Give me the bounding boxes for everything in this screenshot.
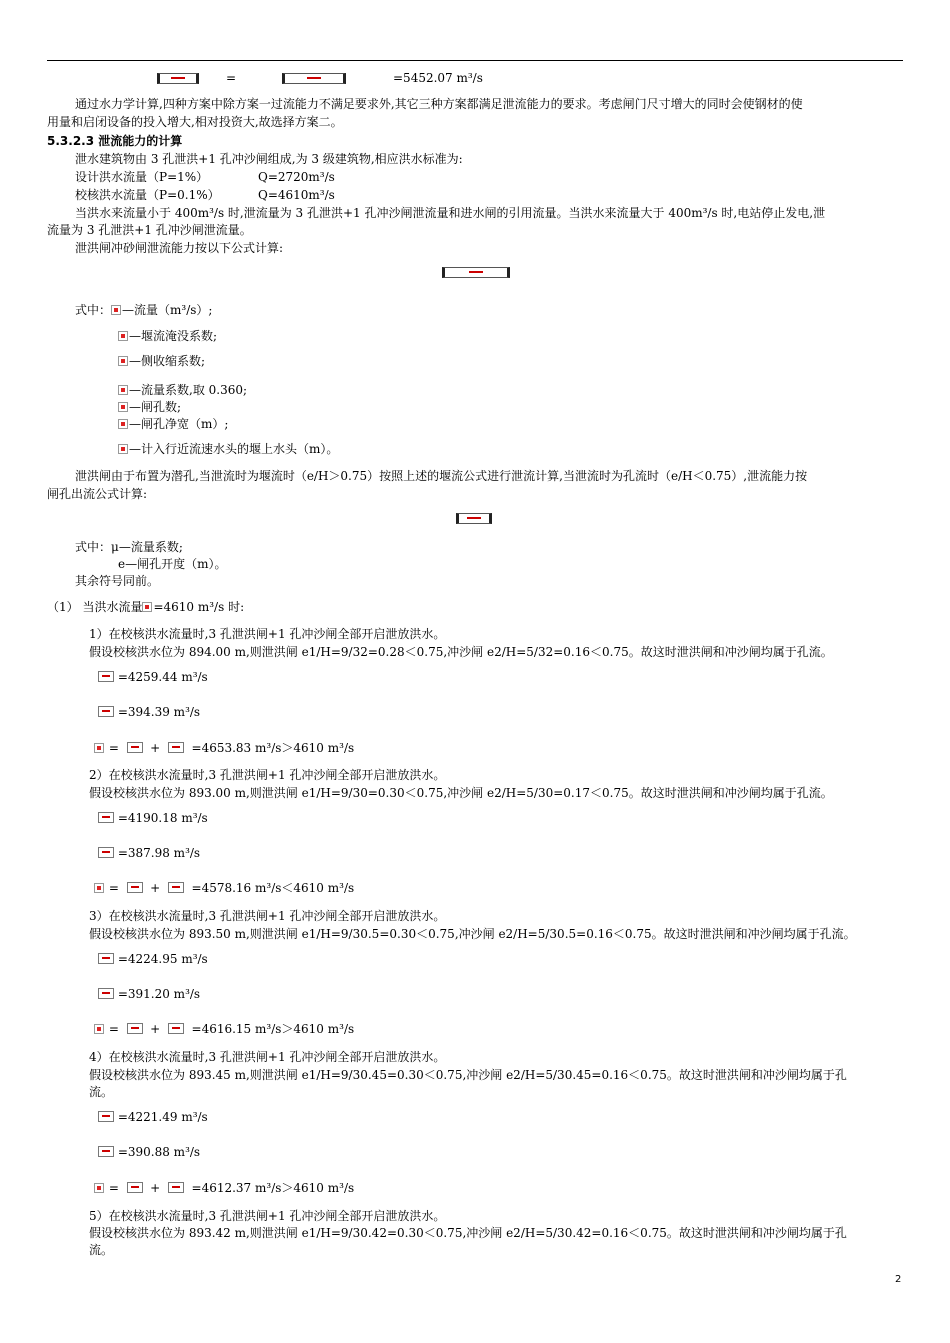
formula-icon [94, 883, 104, 893]
trial-assume: 假设校核洪水位为 893.50 m,则泄洪闸 e1/H=9/30.5=0.30＜0.75,冲沙闸 e2/H=5/30.5=0.16＜0.75。故这时泄洪闸和冲沙闸均属于孔流。 [89, 927, 856, 941]
text-line: 其余符号同前。 [75, 574, 160, 588]
var-line [75, 303, 212, 318]
trial-total: = + =4612.37 m³/s＞4610 m³/s [94, 1181, 354, 1196]
case-value: =4610 m³/s 时: [153, 600, 245, 614]
formula-icon [168, 882, 184, 893]
var-q: —流量（m³/s）; [122, 303, 213, 317]
orifice-formula-image [456, 513, 492, 524]
var-eps: —侧收缩系数; [129, 354, 206, 368]
formula-icon [98, 953, 114, 964]
formula-icon [98, 847, 114, 858]
trial-head: 3）在校核洪水流量时,3 孔泄洪闸+1 孔冲沙闸全部开启泄放洪水。 [89, 909, 446, 923]
formula-icon [118, 444, 128, 454]
text-line: 闸孔出流公式计算: [47, 487, 148, 501]
equals-sign: = [226, 71, 237, 85]
var-line [118, 383, 247, 398]
paragraph-line: 用量和启闭设备的投入增大,相对投资大,故选择方案二。 [47, 115, 343, 129]
trial-q1: =4190.18 m³/s [98, 811, 208, 826]
formula-icon [127, 742, 143, 753]
trial-q2: =391.20 m³/s [98, 987, 200, 1002]
formula-icon [118, 331, 128, 341]
formula-icon [98, 1146, 114, 1157]
formula-icon [98, 988, 114, 999]
var-line [75, 540, 183, 555]
weir-formula-image [442, 267, 510, 278]
paragraph-line: 通过水力学计算,四种方案中除方案一过流能力不满足要求外,其它三种方案都满足泄流能力的要求。考虑闸门尺寸增大的同时会使钢材的使 [75, 97, 803, 111]
trial-head: 2）在校核洪水流量时,3 孔泄洪闸+1 孔冲沙闸全部开启泄放洪水。 [89, 768, 446, 782]
formula-icon [168, 742, 184, 753]
var-line [118, 354, 205, 369]
page-number: 2 [895, 1274, 902, 1285]
trial-total: = + =4653.83 m³/s＞4610 m³/s [94, 741, 354, 756]
check-flood-value: Q=4610m³/s [258, 188, 335, 202]
var-prefix: 式中： [75, 540, 112, 554]
case-label: （1） 当洪水流量 [47, 600, 143, 614]
var-n: —闸孔数; [129, 400, 182, 414]
var-mu: μ—流量系数; [111, 540, 183, 554]
formula-icon [94, 1024, 104, 1034]
formula-image [282, 73, 346, 84]
trial-total: = + =4578.16 m³/s＜4610 m³/s [94, 881, 354, 896]
formula-icon [127, 1023, 143, 1034]
trial-q2: =394.39 m³/s [98, 705, 200, 720]
text-line: 泄洪闸由于布置为潜孔,当泄流时为堰流时（e/H＞0.75）按照上述的堰流公式进行泄流计算,当泄流时为孔流时（e/H＜0.75）,泄流能力按 [75, 469, 808, 483]
formula-icon [168, 1182, 184, 1193]
var-sigma: —堰流淹没系数; [129, 329, 218, 343]
trial-head: 5）在校核洪水流量时,3 孔泄洪闸+1 孔冲沙闸全部开启泄放洪水。 [89, 1209, 446, 1223]
design-flood-label: 设计洪水流量（P=1%） [75, 170, 209, 184]
trial-assume-cont: 流。 [89, 1243, 114, 1257]
trial-head: 1）在校核洪水流量时,3 孔泄洪闸+1 孔冲沙闸全部开启泄放洪水。 [89, 627, 446, 641]
design-flood-value: Q=2720m³/s [258, 170, 335, 184]
trial-q1: =4259.44 m³/s [98, 670, 208, 685]
formula-icon [94, 743, 104, 753]
check-flood-label: 校核洪水流量（P=0.1%） [75, 188, 220, 202]
var-line [118, 329, 217, 344]
formula-icon [142, 602, 152, 612]
case-line [47, 600, 244, 615]
var-line [118, 417, 228, 432]
formula-icon [111, 305, 121, 315]
var-h: —计入行近流速水头的堰上水头（m）。 [129, 442, 339, 456]
var-e: e—闸孔开度（m）。 [118, 557, 227, 571]
formula-icon [98, 671, 114, 682]
header-rule [47, 60, 903, 61]
text-line: 当洪水来流量小于 400m³/s 时,泄流量为 3 孔泄洪+1 孔冲沙闸泄流量和进水闸的引用流量。当洪水来流量大于 400m³/s 时,电站停止发电,泄 [75, 206, 826, 220]
trial-assume: 假设校核洪水位为 893.00 m,则泄洪闸 e1/H=9/30=0.30＜0.75,冲沙闸 e2/H=5/30=0.17＜0.75。故这时泄洪闸和冲沙闸均属于孔流。 [89, 786, 833, 800]
trial-q2: =387.98 m³/s [98, 846, 200, 861]
trial-assume: 假设校核洪水位为 893.42 m,则泄洪闸 e1/H=9/30.42=0.30＜0.75,冲沙闸 e2/H=5/30.42=0.16＜0.75。故这时泄洪闸和冲沙闸均属于孔 [89, 1226, 847, 1240]
trial-q1: =4224.95 m³/s [98, 952, 208, 967]
trial-assume-cont: 流。 [89, 1085, 114, 1099]
var-b: —闸孔净宽（m）; [129, 417, 229, 431]
formula-icon [118, 402, 128, 412]
formula-icon [127, 882, 143, 893]
var-prefix: 式中： [75, 303, 112, 317]
var-m: —流量系数,取 0.360; [129, 383, 248, 397]
section-heading: 5.3.2.3 泄流能力的计算 [47, 134, 183, 148]
trial-q2: =390.88 m³/s [98, 1145, 200, 1160]
formula-icon [98, 1111, 114, 1122]
formula-icon [118, 356, 128, 366]
var-line [118, 442, 338, 457]
trial-total: = + =4616.15 m³/s＞4610 m³/s [94, 1022, 354, 1037]
formula-icon [94, 1183, 104, 1193]
trial-assume: 假设校核洪水位为 894.00 m,则泄洪闸 e1/H=9/32=0.28＜0.75,冲沙闸 e2/H=5/32=0.16＜0.75。故这时泄洪闸和冲沙闸均属于孔流。 [89, 645, 833, 659]
formula-icon [98, 812, 114, 823]
formula-icon [127, 1182, 143, 1193]
trial-assume: 假设校核洪水位为 893.45 m,则泄洪闸 e1/H=9/30.45=0.30＜0.75,冲沙闸 e2/H=5/30.45=0.16＜0.75。故这时泄洪闸和冲沙闸均属于孔 [89, 1068, 847, 1082]
text-line: 泄洪闸冲砂闸泄流能力按以下公式计算: [75, 241, 284, 255]
text-line: 泄水建筑物由 3 孔泄洪+1 孔冲沙闸组成,为 3 级建筑物,相应洪水标准为: [75, 152, 463, 166]
trial-q1: =4221.49 m³/s [98, 1110, 208, 1125]
formula-image [157, 73, 199, 84]
text-line: 流量为 3 孔泄洪+1 孔冲沙闸泄流量。 [47, 223, 252, 237]
formula-icon [118, 385, 128, 395]
formula-icon [168, 1023, 184, 1034]
formula-icon [118, 419, 128, 429]
var-line [118, 400, 181, 415]
formula-icon [98, 706, 114, 717]
top-result: =5452.07 m³/s [393, 71, 483, 85]
trial-head: 4）在校核洪水流量时,3 孔泄洪闸+1 孔冲沙闸全部开启泄放洪水。 [89, 1050, 446, 1064]
